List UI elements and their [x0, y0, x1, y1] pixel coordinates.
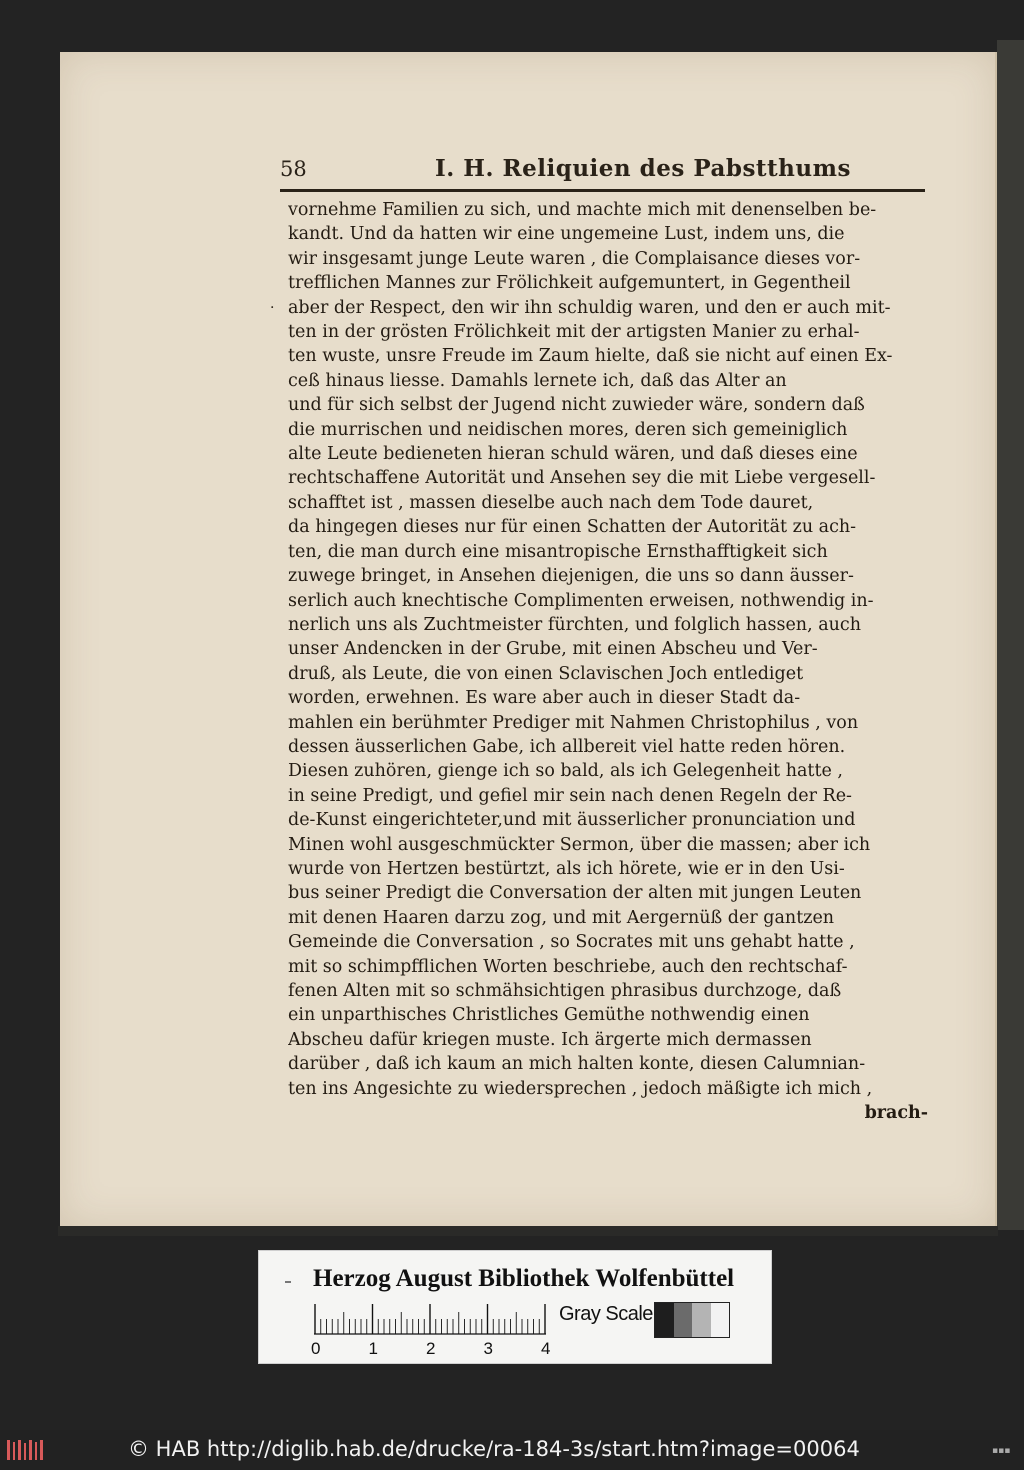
text-line: Minen wohl ausgeschmückter Sermon, über die massen; aber ich [288, 834, 871, 855]
text-line: unser Andencken in der Grube, mit einen Abscheu und Ver- [288, 639, 818, 660]
footer-dots-icon: ▪▪▪ [992, 1446, 1011, 1456]
margin-mark: · [270, 300, 275, 316]
text-line: de-Kunst eingerichteter,und mit äusserlicher pronunciation und [288, 810, 856, 831]
color-reference-card [258, 1250, 772, 1364]
text-line: ten ins Angesichte zu wiedersprechen , jedoch mäßigte ich mich , [288, 1078, 873, 1099]
gray-patch [674, 1303, 693, 1337]
text-line: wir insgesamt junge Leute waren , die Complaisance dieses vor- [288, 248, 861, 269]
facing-page-edge [997, 40, 1024, 1230]
ruler-label: 1 [368, 1339, 378, 1358]
footer-bar [0, 1430, 1024, 1470]
text-line: worden, erwehnen. Es ware aber auch in dieser Stadt da- [288, 688, 801, 709]
text-line: fenen Alten mit so schmähsichtigen phrasibus durchzoge, daß [288, 981, 842, 1001]
text-line: und für sich selbst der Jugend nicht zuwieder wäre, sondern daß [288, 395, 865, 416]
text-line: dessen äusserlichen Gabe, ich allbereit viel hatte reden hören. [288, 736, 846, 757]
ruler-label: 3 [483, 1339, 493, 1358]
ruler-label: 0 [311, 1339, 321, 1358]
text-line: ein unparthisches Christliches Gemüthe nothwendig einen [288, 1005, 810, 1026]
card-mark [285, 1281, 291, 1283]
ruler-label: 4 [541, 1339, 551, 1358]
text-line: nerlich uns als Zuchtmeister fürchten, und folglich hassen, auch [288, 614, 861, 635]
copyright-text: © HAB http://diglib.hab.de/drucke/ra-184-3s/start.htm?image=00064 [128, 1437, 860, 1461]
text-line: zuwege bringet, in Ansehen diejenigen, die uns so dann äusser- [288, 566, 854, 587]
text-line: bus seiner Predigt die Conversation der alten mit jungen Leuten [288, 883, 862, 904]
text-line: serlich auch knechtische Complimenten erweisen, nothwendig in- [288, 590, 874, 611]
gray-patch [711, 1303, 730, 1337]
text-line: rechtschaffene Autorität und Ansehen sey die mit Liebe vergesell- [288, 468, 876, 489]
text-line: schafftet ist , massen dieselbe auch nach dem Tode dauret, [288, 492, 814, 513]
page-header [280, 155, 925, 192]
text-line: ten in der grösten Frölichkeit mit der artigsten Manier zu erhal- [288, 322, 860, 343]
text-line: da hingegen dieses nur für einen Schatten der Autorität zu ach- [288, 517, 857, 538]
text-line: alte Leute bedieneten hieran schuld wären, und daß dieses eine [288, 444, 858, 465]
ruler-labels [311, 1339, 571, 1359]
running-title: I. H. Reliquien des Pabstthums [435, 155, 851, 182]
text-line: mahlen ein berühmter Prediger mit Nahmen Christophilus , von [288, 712, 859, 733]
gray-scale-label: Gray Scale [559, 1303, 653, 1325]
text-line: Gemeinde die Conversation , so Socrates mit uns gehabt hatte , [288, 932, 855, 953]
body-text [288, 198, 928, 1125]
page-shadow [58, 1226, 998, 1236]
library-name: Herzog August Bibliothek Wolfenbüttel [313, 1265, 735, 1292]
text-line: mit denen Haaren darzu zog, und mit Aergernüß der gantzen [288, 907, 835, 928]
text-line: Abscheu dafür kriegen muste. Ich ärgerte mich dermassen [288, 1029, 812, 1050]
text-line: in seine Predigt, und gefiel mir sein nach denen Regeln der Re- [288, 785, 852, 806]
text-line: mit so schimpfflichen Worten beschriebe, auch den rechtschaf- [288, 956, 848, 977]
text-line: die murrischen und neidischen mores, deren sich gemeiniglich [288, 419, 848, 440]
text-line: ten, die man durch eine misantropische Ernsthafftigkeit sich [288, 541, 828, 562]
text-line: ten wuste, unsre Freude im Zaum hielte, daß sie nicht auf einen Ex- [288, 346, 893, 367]
ruler-label: 2 [426, 1339, 436, 1358]
gray-scale-patches [654, 1302, 730, 1338]
page-number: 58 [280, 157, 307, 181]
ruler-scale [314, 1303, 546, 1335]
text-line: Diesen zuhören, gienge ich so bald, als ich Gelegenheit hatte , [288, 761, 843, 782]
text-line: kandt. Und da hatten wir eine ungemeine Lust, indem uns, die [288, 224, 845, 245]
text-line: trefflichen Mannes zur Frölichkeit aufgemuntert, in Gegentheil [288, 273, 851, 294]
hab-logo-icon [6, 1438, 48, 1462]
text-line: vornehme Familien zu sich, und machte mich mit denenselben be- [288, 200, 877, 220]
gray-patch [655, 1303, 674, 1337]
text-line: druß, als Leute, die von einen Sclavischen Joch entlediget [288, 663, 804, 684]
catchword: brach- [864, 1103, 928, 1124]
text-line: wurde von Hertzen bestürtzt, als ich hörete, wie er in den Usi- [288, 858, 845, 879]
text-line: aber der Respect, den wir ihn schuldig waren, und den er auch mit- [288, 297, 891, 318]
gray-patch [692, 1303, 711, 1337]
text-line: ceß hinaus liesse. Damahls lernete ich, daß das Alter an [288, 370, 787, 391]
text-line: darüber , daß ich kaum an mich halten konte, diesen Calumnian- [288, 1054, 866, 1075]
